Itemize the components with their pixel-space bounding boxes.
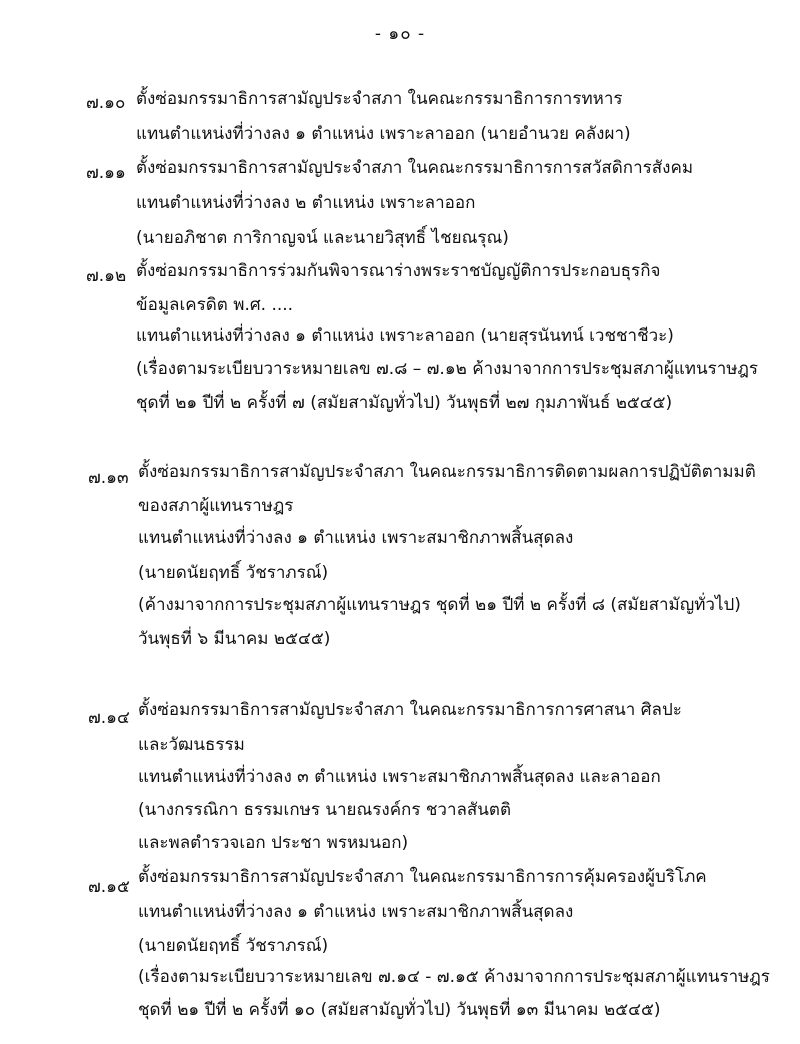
agenda-item-line: ตั้งซ่อมกรรมาธิการสามัญประจำสภา ในคณะกรรมาธิการการสวัสดิการสังคม xyxy=(136,158,694,178)
agenda-item-line: ตั้งซ่อมกรรมาธิการสามัญประจำสภา ในคณะกรรมาธิการการทหาร xyxy=(136,89,623,109)
agenda-item-line: (ค้างมาจากการประชุมสภาผู้แทนราษฎร ชุดที่ ๒๑ ปีที่ ๒ ครั้งที่ ๘ (สมัยสามัญทั่วไป) xyxy=(138,595,741,615)
agenda-item-line: (เรื่องตามระเบียบวาระหมายเลข ๗.๑๔ - ๗.๑๕ ค้างมาจากการประชุมสภาผู้แทนราษฎร xyxy=(138,967,770,987)
agenda-item-line: (นายอภิชาต การิกาญจน์ และนายวิสุทธิ์ ไชยณรุณ) xyxy=(136,228,509,248)
agenda-item-line: ตั้งซ่อมกรรมาธิการสามัญประจำสภา ในคณะกรรมาธิการติดตามผลการปฏิบัติตามมติ xyxy=(138,462,756,482)
agenda-item-line: ตั้งซ่อมกรรมาธิการร่วมกันพิจารณาร่างพระราชบัญญัติการประกอบธุรกิจ xyxy=(136,261,661,281)
agenda-item-line: แทนตำแหน่งที่ว่างลง ๑ ตำแหน่ง เพราะสมาชิกภาพสิ้นสุดลง xyxy=(138,902,574,922)
agenda-item-line: แทนตำแหน่งที่ว่างลง ๑ ตำแหน่ง เพราะลาออก (นายอำนวย คลังผา) xyxy=(136,124,631,144)
agenda-item-line: ชุดที่ ๒๑ ปีที่ ๒ ครั้งที่ ๑๐ (สมัยสามัญทั่วไป) วันพุธที่ ๑๓ มีนาคม ๒๕๔๕) xyxy=(138,1000,661,1020)
agenda-item-line: ชุดที่ ๒๑ ปีที่ ๒ ครั้งที่ ๗ (สมัยสามัญทั่วไป) วันพุธที่ ๒๗ กุมภาพันธ์ ๒๕๔๕) xyxy=(136,393,673,413)
agenda-item-line: (นางกรรณิกา ธรรมเกษร นายณรงค์กร ชวาลสันตติ xyxy=(138,800,512,820)
page-number: - ๑๐ - xyxy=(374,24,426,44)
agenda-item-line: (เรื่องตามระเบียบวาระหมายเลข ๗.๘ – ๗.๑๒ ค้างมาจากการประชุมสภาผู้แทนราษฎร xyxy=(136,359,759,379)
agenda-item-line: ข้อมูลเครดิต พ.ศ. .... xyxy=(136,295,294,315)
agenda-item-line: (นายดนัยฤทธิ์ วัชราภรณ์) xyxy=(138,563,329,583)
agenda-item-number: ๗.๑๑ xyxy=(86,163,126,183)
agenda-item-line: และวัฒนธรรม xyxy=(138,735,245,755)
agenda-item-number: ๗.๑๐ xyxy=(86,93,126,113)
agenda-item-line: และพลตำรวจเอก ประชา พรหมนอก) xyxy=(138,833,409,853)
agenda-item-line: แทนตำแหน่งที่ว่างลง ๒ ตำแหน่ง เพราะลาออก xyxy=(136,193,476,213)
agenda-item-line: วันพุธที่ ๖ มีนาคม ๒๕๔๕) xyxy=(138,629,331,649)
agenda-item-number: ๗.๑๒ xyxy=(86,266,127,286)
agenda-item-number: ๗.๑๔ xyxy=(88,708,130,728)
agenda-item-line: แทนตำแหน่งที่ว่างลง ๑ ตำแหน่ง เพราะสมาชิกภาพสิ้นสุดลง xyxy=(138,528,574,548)
agenda-item-line: แทนตำแหน่งที่ว่างลง ๓ ตำแหน่ง เพราะสมาชิกภาพสิ้นสุดลง และลาออก xyxy=(138,767,661,787)
agenda-item-line: ของสภาผู้แทนราษฎร xyxy=(138,496,294,516)
agenda-item-line: ตั้งซ่อมกรรมาธิการสามัญประจำสภา ในคณะกรรมาธิการการศาสนา ศิลปะ xyxy=(138,700,682,720)
agenda-item-line: (นายดนัยฤทธิ์ วัชราภรณ์) xyxy=(138,936,329,956)
agenda-item-number: ๗.๑๕ xyxy=(88,877,130,897)
agenda-item-line: ตั้งซ่อมกรรมาธิการสามัญประจำสภา ในคณะกรรมาธิการการคุ้มครองผู้บริโภค xyxy=(138,867,707,887)
agenda-item-line: แทนตำแหน่งที่ว่างลง ๑ ตำแหน่ง เพราะลาออก (นายสุรนันทน์ เวชชาชีวะ) xyxy=(136,326,674,346)
agenda-item-number: ๗.๑๓ xyxy=(88,468,129,488)
